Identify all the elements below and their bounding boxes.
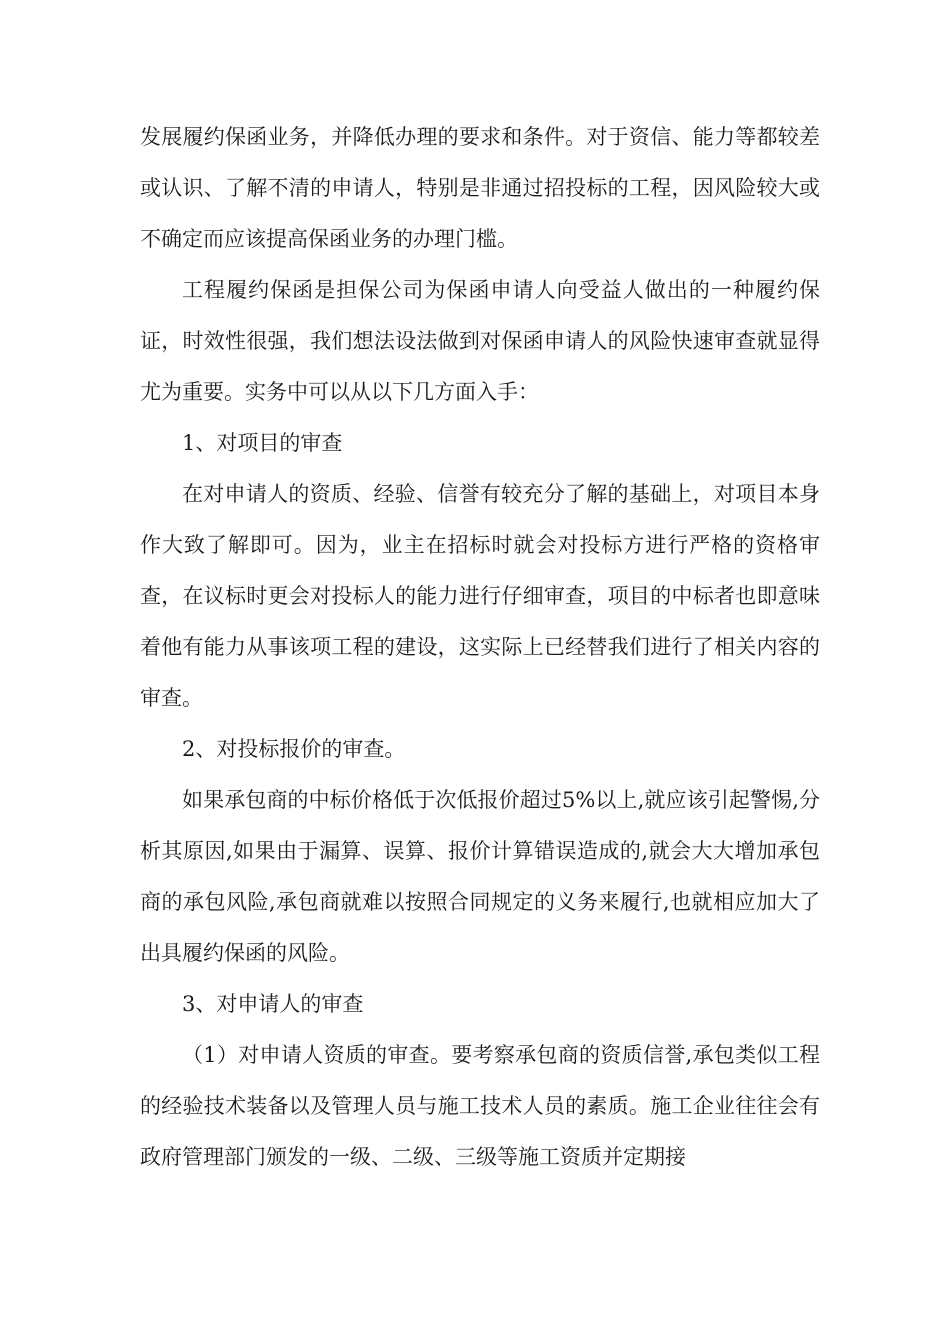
paragraph-3: 在对申请人的资质、经验、信誉有较充分了解的基础上，对项目本身作大致了解即可。因为，业主在招标时就会对投标方进行严格的资格审查，在议标时更会对投标人的能力进行仔细审查，项目的中标者也即意味着他有能力从事该项工程的建设，这实际上已经替我们进行了相关内容的审查。 [140, 482, 820, 710]
paragraph-1: 发展履约保函业务，并降低办理的要求和条件。对于资信、能力等都较差或认识、了解不清的申请人，特别是非通过招投标的工程，因风险较大或不确定而应该提高保函业务的办理门槛。 [140, 125, 820, 251]
paragraph-2: 工程履约保函是担保公司为保函申请人向受益人做出的一种履约保证，时效性很强，我们想法设法做到对保函申请人的风险快速审查就显得尤为重要。实务中可以从以下几方面入手： [140, 278, 820, 404]
paragraph-4: 如果承包商的中标价格低于次低报价超过5%以上,就应该引起警惕,分析其原因,如果由于漏算、误算、报价计算错误造成的,就会大大增加承包商的承包风险,承包商就难以按照合同规定的义务来履行,也就相应加大了出具履约保函的风险。 [140, 788, 820, 965]
paragraph-5: （1）对申请人资质的审查。要考察承包商的资质信誉,承包类似工程的经验技术装备以及管理人员与施工技术人员的素质。施工企业往往会有政府管理部门颁发的一级、二级、三级等施工资质并定期接 [140, 1043, 820, 1169]
section-heading-applicant-review: 3、对申请人的审查 [182, 992, 364, 1016]
section-heading-project-review: 1、对项目的审查 [182, 431, 343, 455]
section-heading-bid-price-review: 2、对投标报价的审查。 [182, 737, 406, 761]
document-body [140, 112, 820, 1183]
